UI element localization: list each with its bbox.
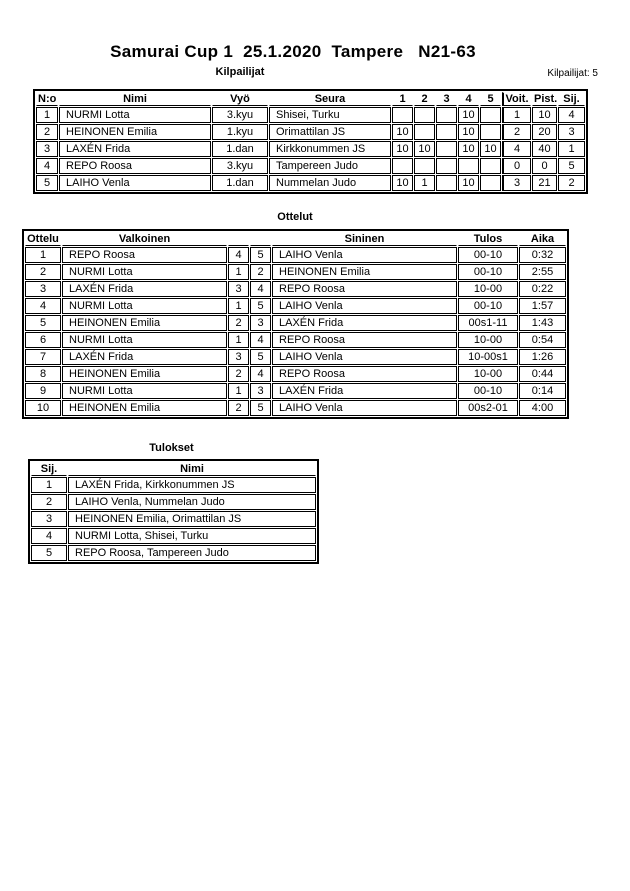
blue-competitor: LAIHO Venla xyxy=(272,400,457,416)
match-result: 10-00s1 xyxy=(458,349,518,365)
match-score-cell xyxy=(414,107,435,123)
match-score-cell xyxy=(414,124,435,140)
blue-competitor: LAXÉN Frida xyxy=(272,315,457,331)
match-time: 0:32 xyxy=(519,247,566,263)
final-place: 5 xyxy=(31,545,67,561)
competitor-row xyxy=(36,141,585,157)
col-header-blue: Sininen xyxy=(272,232,457,246)
competitor-wins: 0 xyxy=(502,158,531,174)
competitor-row xyxy=(36,158,585,174)
col-header-club: Seura xyxy=(269,92,391,106)
competitor-belt: 3.kyu xyxy=(212,158,268,174)
competitor-row xyxy=(36,175,585,191)
match-score-cell xyxy=(436,107,457,123)
competitors-count: Kilpailijat: 5 xyxy=(547,68,598,79)
match-score-cell xyxy=(480,175,501,191)
match-time: 1:26 xyxy=(519,349,566,365)
competitor-belt: 1.dan xyxy=(212,175,268,191)
competitor-club: Tampereen Judo xyxy=(269,158,391,174)
match-number: 6 xyxy=(25,332,61,348)
competitor-row xyxy=(36,107,585,123)
match-number: 9 xyxy=(25,383,61,399)
match-score-cell: 10 xyxy=(458,124,479,140)
match-score-cell: 10 xyxy=(392,141,413,157)
col-header-time: Aika xyxy=(519,232,566,246)
competitor-name: LAXÉN Frida xyxy=(59,141,211,157)
col-header-m3: 3 xyxy=(436,92,457,106)
col-header-final-place: Sij. xyxy=(31,462,67,476)
match-row xyxy=(25,383,566,399)
match-time: 0:14 xyxy=(519,383,566,399)
white-competitor: NURMI Lotta xyxy=(62,332,227,348)
white-number: 2 xyxy=(228,315,249,331)
match-row xyxy=(25,281,566,297)
col-header-points: Pist. xyxy=(534,93,558,105)
col-header-no: N:o xyxy=(38,93,57,105)
match-time: 0:44 xyxy=(519,366,566,382)
white-competitor: LAXÉN Frida xyxy=(62,349,227,365)
blue-number: 5 xyxy=(250,298,271,314)
blue-competitor: LAIHO Venla xyxy=(272,247,457,263)
match-result: 00s2-01 xyxy=(458,400,518,416)
white-number: 4 xyxy=(228,247,249,263)
match-score-cell xyxy=(458,158,479,174)
match-score-cell xyxy=(480,158,501,174)
white-number: 3 xyxy=(228,281,249,297)
competitor-name: REPO Roosa xyxy=(59,158,211,174)
white-competitor: LAXÉN Frida xyxy=(62,281,227,297)
white-competitor: HEINONEN Emilia xyxy=(62,315,227,331)
match-number: 2 xyxy=(25,264,61,280)
match-result: 10-00 xyxy=(458,332,518,348)
match-result: 00-10 xyxy=(458,264,518,280)
match-score-cell: 10 xyxy=(480,141,501,157)
match-score-cell: 10 xyxy=(392,175,413,191)
match-score-cell xyxy=(414,158,435,174)
competitor-number: 5 xyxy=(36,175,58,191)
white-number: 1 xyxy=(228,298,249,314)
competitor-place: 3 xyxy=(558,124,585,140)
competitor-number: 4 xyxy=(36,158,58,174)
match-score-cell: 1 xyxy=(414,175,435,191)
page-title: Samurai Cup 1 25.1.2020 Tampere N21-63 xyxy=(110,42,476,61)
competitor-number: 2 xyxy=(36,124,58,140)
competitor-name: HEINONEN Emilia xyxy=(59,124,211,140)
white-competitor: NURMI Lotta xyxy=(62,383,227,399)
match-number: 1 xyxy=(25,247,61,263)
competitor-club: Orimattilan JS xyxy=(269,124,391,140)
match-score-cell xyxy=(436,141,457,157)
match-row xyxy=(25,298,566,314)
blue-competitor: HEINONEN Emilia xyxy=(272,264,457,280)
col-header-result: Tulos xyxy=(458,232,518,246)
competitor-points: 40 xyxy=(532,141,557,157)
match-score-cell: 10 xyxy=(458,141,479,157)
blue-competitor: LAIHO Venla xyxy=(272,298,457,314)
match-result: 10-00 xyxy=(458,366,518,382)
competitor-name: LAIHO Venla xyxy=(59,175,211,191)
competitor-place: 1 xyxy=(558,141,585,157)
match-number: 10 xyxy=(25,400,61,416)
blue-number: 3 xyxy=(250,315,271,331)
match-number: 5 xyxy=(25,315,61,331)
blue-number: 4 xyxy=(250,366,271,382)
white-competitor: NURMI Lotta xyxy=(62,264,227,280)
result-row xyxy=(31,528,316,544)
match-result: 00-10 xyxy=(458,383,518,399)
col-header-belt: Vyö xyxy=(212,92,268,106)
match-row xyxy=(25,349,566,365)
blue-competitor: LAXÉN Frida xyxy=(272,383,457,399)
competitor-belt: 3.kyu xyxy=(212,107,268,123)
competitor-points: 0 xyxy=(532,158,557,174)
blue-competitor: LAIHO Venla xyxy=(272,349,457,365)
final-competitor: LAIHO Venla, Nummelan Judo xyxy=(68,494,316,510)
match-time: 4:00 xyxy=(519,400,566,416)
blue-competitor: REPO Roosa xyxy=(272,366,457,382)
competitors-section-heading: Kilpailijat xyxy=(215,66,265,78)
result-row xyxy=(31,511,316,527)
match-row xyxy=(25,264,566,280)
competitor-wins: 4 xyxy=(502,141,531,157)
final-place: 4 xyxy=(31,528,67,544)
match-number: 3 xyxy=(25,281,61,297)
match-number: 4 xyxy=(25,298,61,314)
competitor-wins: 2 xyxy=(502,124,531,140)
competitor-place: 2 xyxy=(558,175,585,191)
match-number: 7 xyxy=(25,349,61,365)
match-score-cell xyxy=(392,107,413,123)
competitor-belt: 1.kyu xyxy=(212,124,268,140)
competitors-table xyxy=(33,89,588,194)
blue-number: 5 xyxy=(250,349,271,365)
result-row xyxy=(31,477,316,493)
col-header-m1: 1 xyxy=(392,92,413,106)
match-score-cell: 10 xyxy=(414,141,435,157)
competitor-place: 4 xyxy=(558,107,585,123)
col-header-m2: 2 xyxy=(414,92,435,106)
blue-number: 4 xyxy=(250,281,271,297)
match-score-cell: 10 xyxy=(392,124,413,140)
final-place: 1 xyxy=(31,477,67,493)
competitor-row xyxy=(36,124,585,140)
competitor-belt: 1.dan xyxy=(212,141,268,157)
white-number: 2 xyxy=(228,400,249,416)
match-result: 00s1-11 xyxy=(458,315,518,331)
white-competitor: HEINONEN Emilia xyxy=(62,400,227,416)
white-number: 2 xyxy=(228,366,249,382)
matches-table xyxy=(22,229,569,419)
competitor-wins: 3 xyxy=(502,175,531,191)
col-header-white-no xyxy=(228,232,249,246)
col-header-final-name: Nimi xyxy=(68,462,316,476)
match-score-cell xyxy=(436,124,457,140)
competitor-club: Kirkkonummen JS xyxy=(269,141,391,157)
match-result: 00-10 xyxy=(458,247,518,263)
blue-number: 3 xyxy=(250,383,271,399)
matches-section-heading: Ottelut xyxy=(277,211,313,223)
competitor-club: Nummelan Judo xyxy=(269,175,391,191)
col-header-wins: Voit. xyxy=(502,92,531,106)
final-competitor: NURMI Lotta, Shisei, Turku xyxy=(68,528,316,544)
match-row xyxy=(25,315,566,331)
col-header-m4: 4 xyxy=(458,92,479,106)
blue-number: 5 xyxy=(250,247,271,263)
competitor-number: 1 xyxy=(36,107,58,123)
match-row xyxy=(25,332,566,348)
results-header-row xyxy=(31,462,316,476)
final-place: 2 xyxy=(31,494,67,510)
final-place: 3 xyxy=(31,511,67,527)
match-row xyxy=(25,400,566,416)
competitors-header-row xyxy=(36,92,585,106)
match-time: 1:57 xyxy=(519,298,566,314)
white-number: 1 xyxy=(228,264,249,280)
matches-header-row xyxy=(25,232,566,246)
white-number: 3 xyxy=(228,349,249,365)
match-score-cell: 10 xyxy=(458,175,479,191)
white-competitor: HEINONEN Emilia xyxy=(62,366,227,382)
blue-number: 5 xyxy=(250,400,271,416)
competitor-number: 3 xyxy=(36,141,58,157)
match-score-cell xyxy=(436,158,457,174)
match-score-cell xyxy=(436,175,457,191)
blue-number: 4 xyxy=(250,332,271,348)
match-score-cell xyxy=(480,107,501,123)
match-time: 0:22 xyxy=(519,281,566,297)
col-header-place: Sij. xyxy=(558,92,585,106)
match-score-cell: 10 xyxy=(458,107,479,123)
final-competitor: HEINONEN Emilia, Orimattilan JS xyxy=(68,511,316,527)
match-result: 10-00 xyxy=(458,281,518,297)
final-competitor: LAXÉN Frida, Kirkkonummen JS xyxy=(68,477,316,493)
competitor-name: NURMI Lotta xyxy=(59,107,211,123)
match-result: 00-10 xyxy=(458,298,518,314)
match-time: 0:54 xyxy=(519,332,566,348)
blue-number: 2 xyxy=(250,264,271,280)
match-number: 8 xyxy=(25,366,61,382)
match-time: 2:55 xyxy=(519,264,566,280)
col-header-white: Valkoinen xyxy=(62,232,227,246)
competitor-points: 20 xyxy=(532,124,557,140)
results-section-heading: Tulokset xyxy=(149,442,194,454)
white-number: 1 xyxy=(228,332,249,348)
blue-competitor: REPO Roosa xyxy=(272,332,457,348)
result-row xyxy=(31,545,316,561)
col-header-match-no: Ottelu xyxy=(25,232,61,246)
competitor-place: 5 xyxy=(558,158,585,174)
col-header-blue-no xyxy=(250,232,271,246)
match-score-cell xyxy=(392,158,413,174)
competitor-wins: 1 xyxy=(502,107,531,123)
white-competitor: REPO Roosa xyxy=(62,247,227,263)
competitor-club: Shisei, Turku xyxy=(269,107,391,123)
match-row xyxy=(25,247,566,263)
competitor-points: 21 xyxy=(532,175,557,191)
competitor-points: 10 xyxy=(532,107,557,123)
match-score-cell xyxy=(480,124,501,140)
result-row xyxy=(31,494,316,510)
match-time: 1:43 xyxy=(519,315,566,331)
white-number: 1 xyxy=(228,383,249,399)
white-competitor: NURMI Lotta xyxy=(62,298,227,314)
col-header-m5: 5 xyxy=(480,92,501,106)
col-header-name: Nimi xyxy=(59,92,211,106)
results-table xyxy=(28,459,319,564)
final-competitor: REPO Roosa, Tampereen Judo xyxy=(68,545,316,561)
blue-competitor: REPO Roosa xyxy=(272,281,457,297)
match-row xyxy=(25,366,566,382)
